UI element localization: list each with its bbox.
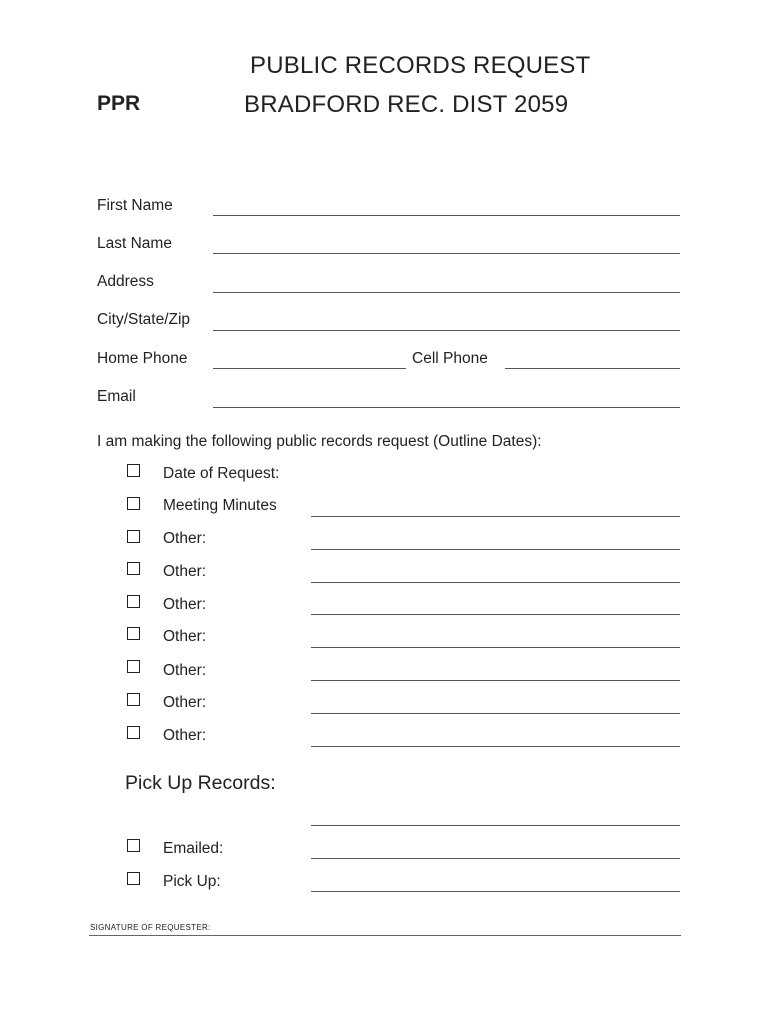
email-field[interactable] bbox=[215, 387, 679, 407]
other-4-label: Other: bbox=[163, 628, 207, 645]
home-phone-field[interactable] bbox=[215, 348, 405, 368]
request-intro: I am making the following public records request (Outline Dates): bbox=[97, 433, 542, 450]
other-2-label: Other: bbox=[163, 563, 207, 580]
meeting-minutes-label: Meeting Minutes bbox=[163, 497, 277, 514]
pickup-line[interactable] bbox=[311, 825, 680, 826]
other-3-checkbox[interactable] bbox=[127, 595, 140, 608]
other-3-line[interactable] bbox=[311, 614, 680, 615]
pickup-heading: Pick Up Records: bbox=[125, 772, 276, 794]
address-label: Address bbox=[97, 273, 154, 290]
pick-up-line[interactable] bbox=[311, 891, 680, 892]
emailed-label: Emailed: bbox=[163, 840, 224, 857]
last-name-underline bbox=[213, 253, 680, 254]
pick-up-label: Pick Up: bbox=[163, 873, 221, 890]
home-phone-label: Home Phone bbox=[97, 350, 188, 367]
first-name-field[interactable] bbox=[215, 195, 679, 215]
first-name-label: First Name bbox=[97, 197, 173, 214]
city-state-zip-label: City/State/Zip bbox=[97, 311, 191, 328]
cell-phone-label: Cell Phone bbox=[412, 350, 488, 367]
other-2-line[interactable] bbox=[311, 582, 680, 583]
other-2-checkbox[interactable] bbox=[127, 562, 140, 575]
form-abbreviation: PPR bbox=[97, 92, 141, 115]
date-of-request-label: Date of Request: bbox=[163, 465, 280, 482]
meeting-minutes-checkbox[interactable] bbox=[127, 497, 140, 510]
other-6-checkbox[interactable] bbox=[127, 693, 140, 706]
signature-label: SIGNATURE OF REQUESTER: bbox=[90, 923, 211, 932]
other-6-label: Other: bbox=[163, 694, 207, 711]
form-subtitle: BRADFORD REC. DIST 2059 bbox=[244, 91, 569, 118]
email-label: Email bbox=[97, 388, 136, 405]
other-6-line[interactable] bbox=[311, 713, 680, 714]
last-name-field[interactable] bbox=[215, 233, 679, 253]
other-7-label: Other: bbox=[163, 727, 207, 744]
other-1-line[interactable] bbox=[311, 549, 680, 550]
other-4-line[interactable] bbox=[311, 647, 680, 648]
signature-line[interactable] bbox=[89, 935, 681, 936]
other-5-line[interactable] bbox=[311, 680, 680, 681]
other-4-checkbox[interactable] bbox=[127, 627, 140, 640]
cell-phone-field[interactable] bbox=[507, 348, 679, 368]
emailed-checkbox[interactable] bbox=[127, 839, 140, 852]
address-field[interactable] bbox=[215, 272, 679, 292]
email-underline bbox=[213, 407, 680, 408]
other-1-label: Other: bbox=[163, 530, 207, 547]
other-7-checkbox[interactable] bbox=[127, 726, 140, 739]
first-name-underline bbox=[213, 215, 680, 216]
home-phone-underline bbox=[213, 368, 406, 369]
pick-up-checkbox[interactable] bbox=[127, 872, 140, 885]
cell-phone-underline bbox=[505, 368, 680, 369]
other-1-checkbox[interactable] bbox=[127, 530, 140, 543]
meeting-minutes-line[interactable] bbox=[311, 516, 680, 517]
other-5-checkbox[interactable] bbox=[127, 660, 140, 673]
last-name-label: Last Name bbox=[97, 235, 172, 252]
city-state-zip-field[interactable] bbox=[215, 310, 679, 330]
other-7-line[interactable] bbox=[311, 746, 680, 747]
form-title: PUBLIC RECORDS REQUEST bbox=[250, 52, 591, 79]
other-5-label: Other: bbox=[163, 662, 207, 679]
emailed-line[interactable] bbox=[311, 858, 680, 859]
other-3-label: Other: bbox=[163, 596, 207, 613]
date-of-request-checkbox[interactable] bbox=[127, 464, 140, 477]
address-underline bbox=[213, 292, 680, 293]
city-state-zip-underline bbox=[213, 330, 680, 331]
